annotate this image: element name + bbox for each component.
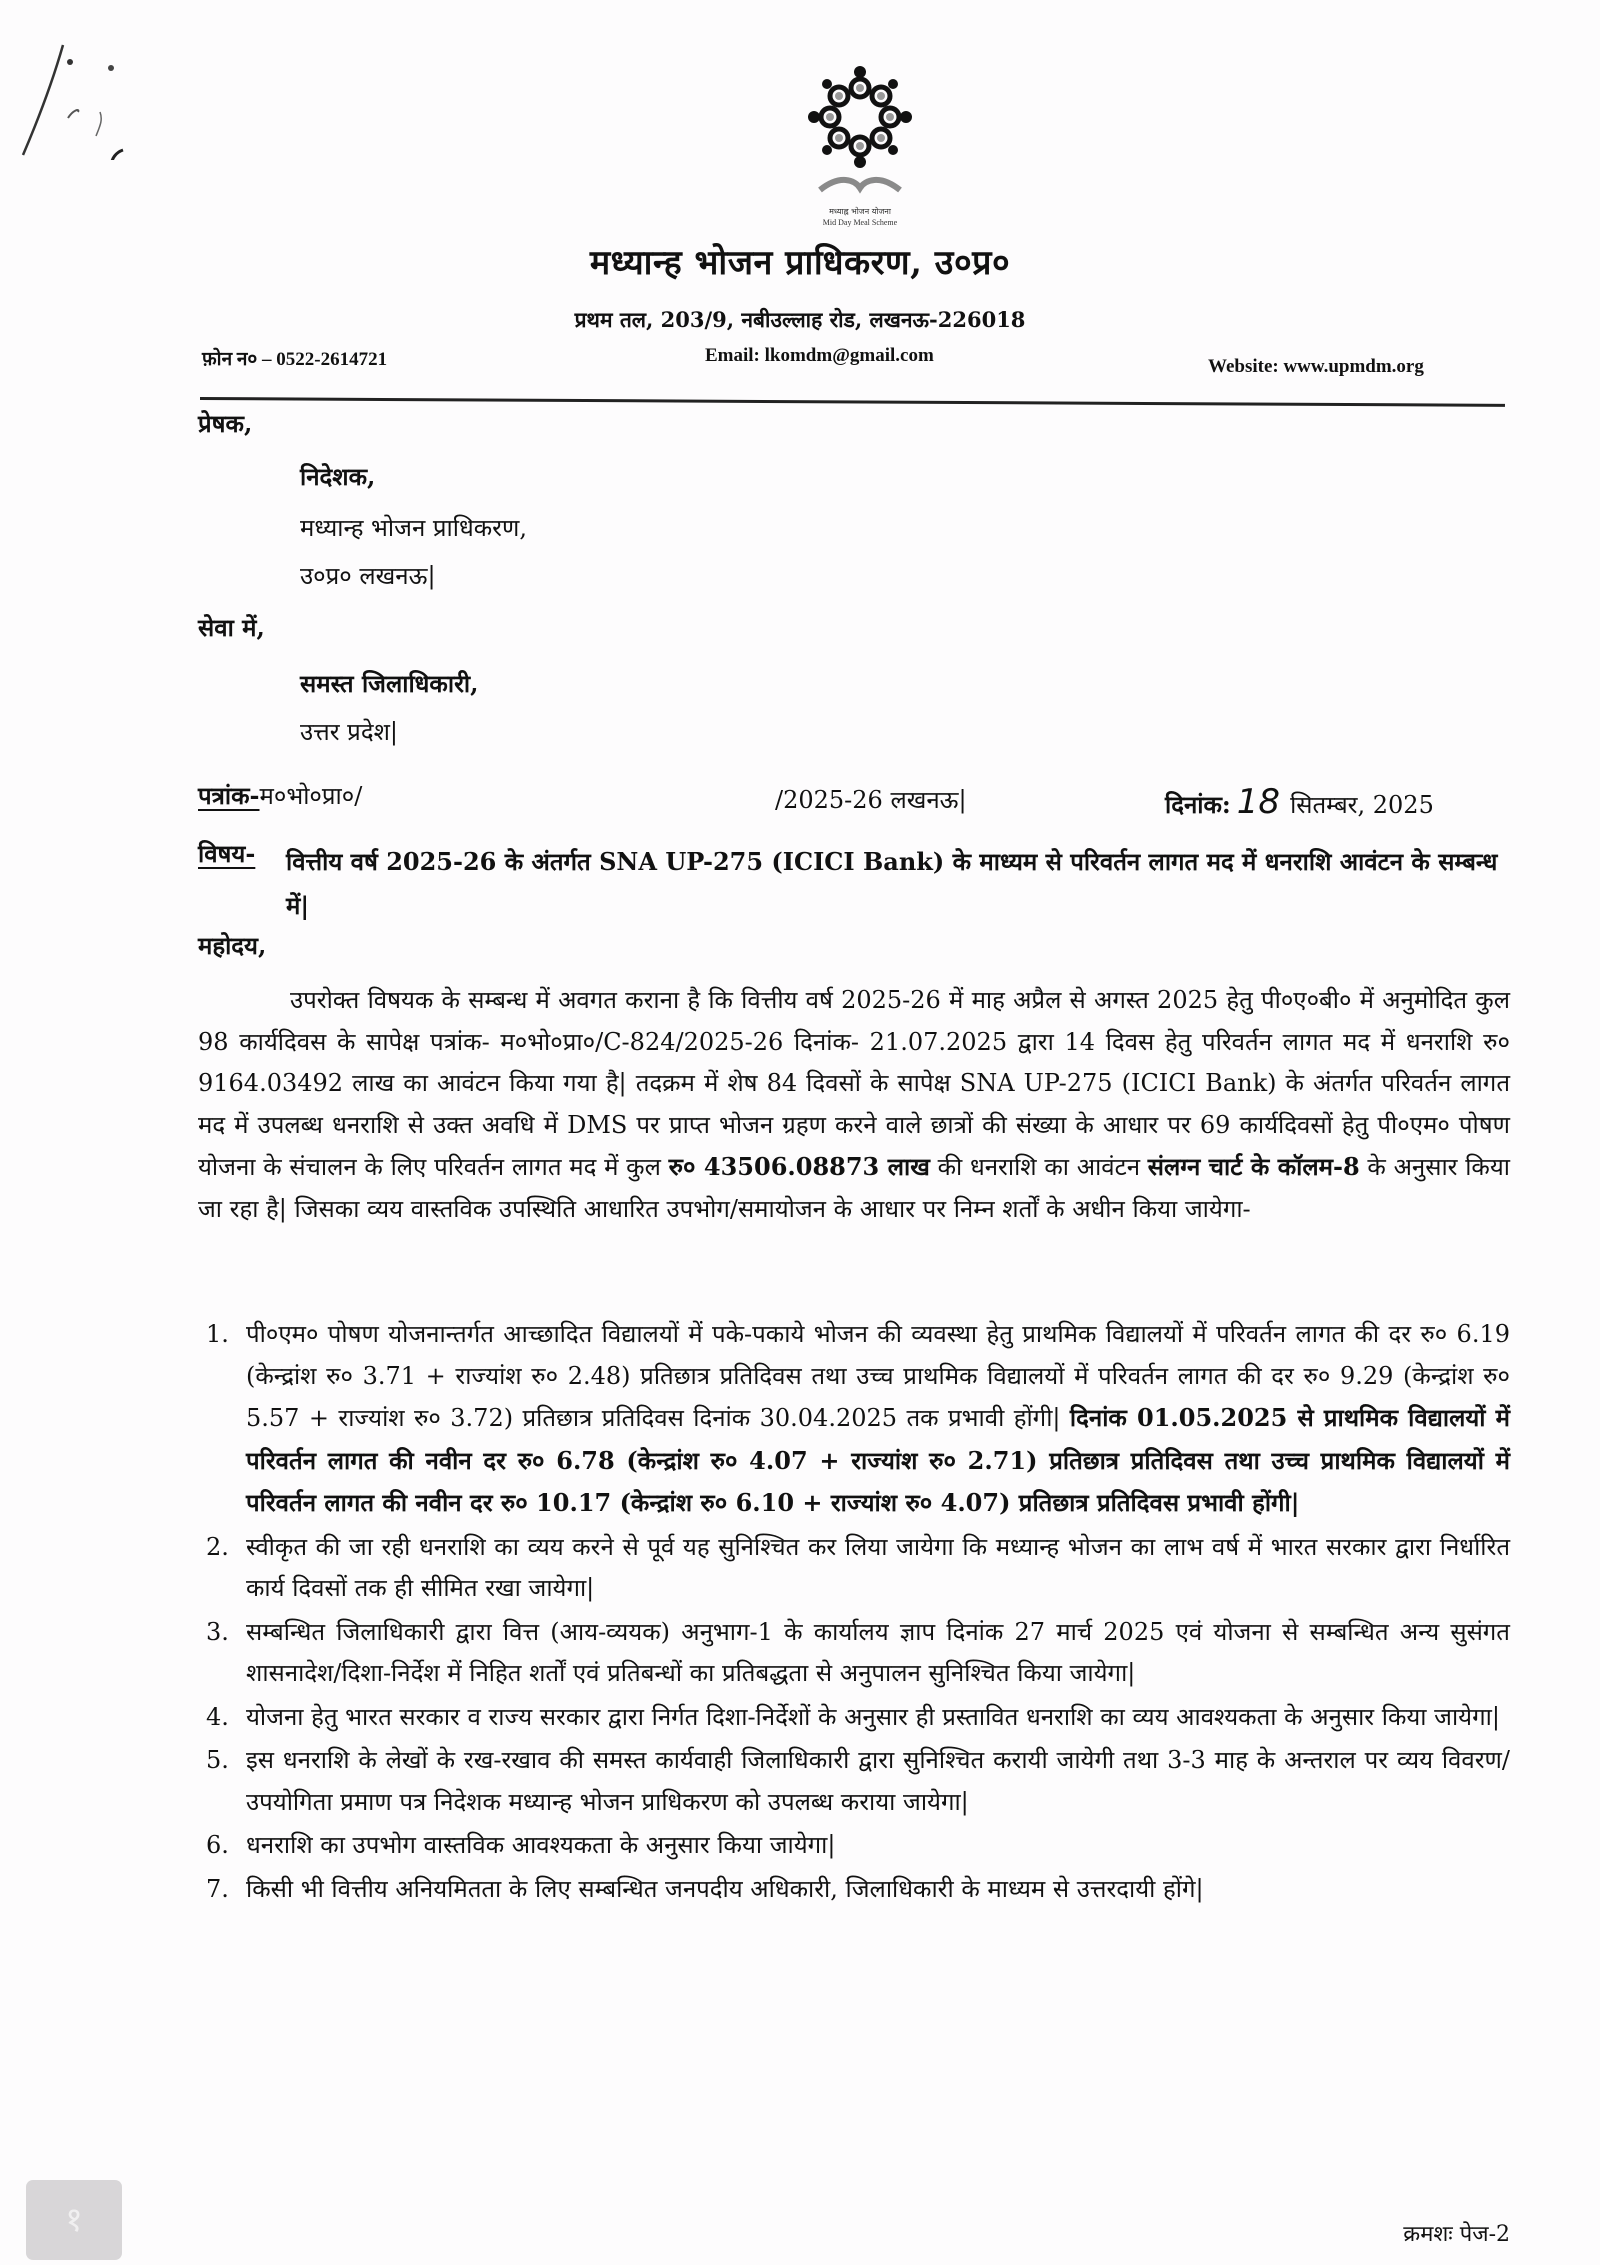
condition-item [198, 1697, 1510, 1739]
date-day-handwritten: 18 [1236, 782, 1281, 822]
condition-item [198, 1612, 1510, 1695]
chart-column-reference: संलग्न चार्ट के कॉलम-8 [1147, 1152, 1360, 1181]
body-text-part2: की धनराशि का आवंटन [929, 1153, 1148, 1181]
condition-item [198, 1527, 1510, 1610]
recipient-state: उत्तर प्रदेश| [300, 718, 398, 746]
letter-reference [198, 782, 362, 811]
salutation: महोदय, [198, 931, 267, 960]
conditions-list [198, 1314, 1510, 1912]
condition-item [198, 1825, 1510, 1867]
condition-text: किसी भी वित्तीय अनियमितता के लिए सम्बन्धित जनपदीय अधिकारी, जिलाधिकारी के माध्यम से उत्तरदायी होंगे| [246, 1874, 1204, 1903]
body-text-part3: के अनुसार किया जा रहा है| जिसका व्यय वास्तविक उपस्थिति आधारित उपभोग/समायोजन के आधार पर निम्न शर्तों के अधीन किया जायेगा- [198, 1153, 1510, 1223]
condition-number: 2. [206, 1532, 229, 1561]
condition-number: 6. [206, 1831, 229, 1859]
reference-prefix: म०भो०प्रा०/ [259, 782, 363, 810]
condition-text: सम्बन्धित जिलाधिकारी द्वारा वित्त (आय-व्ययक) अनुभाग-1 के कार्यालय ज्ञाप दिनांक 27 मार्च 2025 एवं योजना से सम्बन्धित अन्य सुसंगत शासनादेश/दिशा-निर्देश में निहित शर्तों एवं प्रतिबन्धों का प्रतिबद्धता से अनुपालन सुनिश्चित किया जायेगा| [246, 1617, 1510, 1687]
reference-label: पत्रांक- [198, 781, 260, 810]
condition-item [198, 1869, 1510, 1911]
letterhead-divider [200, 397, 1505, 407]
condition-number: 1. [206, 1320, 229, 1348]
body-text-part1: उपरोक्त विषयक के सम्बन्ध में अवगत कराना है कि वित्तीय वर्ष 2025-26 में माह अप्रैल से अगस्त 2025 हेतु पी०ए०बी० में अनुमोदित कुल 98 कार्यदिवस के सापेक्ष पत्रांक- म०भो०प्रा०/C-824/2025-26 दिनांक- 21.07.2025 द्वारा 14 दिवस हेतु परिवर्तन लागत मद में धनराशि रु० 9164.03492 लाख का आवंटन किया गया है| तदक्रम में शेष 84 दिवसों के सापेक्ष SNA UP-275 (ICICI Bank) के अंतर्गत परिवर्तन लागत मद में उपलब्ध धनराशि से उक्त अवधि में DMS पर प्राप्त भोजन ग्रहण करने वाले छात्रों की संख्या के आधार पर 69 कार्यदिवसों हेतु पी०एम० पोषण योजना के संचालन के लिए परिवर्तन लागत मद में कुल [198, 986, 1510, 1181]
logo-caption-english: Mid Day Meal Scheme [822, 218, 898, 227]
sender-city: उ०प्र० लखनऊ| [300, 562, 436, 590]
date-label: दिनांक: [1165, 790, 1231, 819]
recipient-label: सेवा में, [198, 613, 265, 642]
condition-item [198, 1740, 1510, 1823]
condition-text: इस धनराशि के लेखों के रख-रखाव की समस्त कार्यवाही जिलाधिकारी द्वारा सुनिश्चित करायी जायेगी तथा 3-3 माह के अन्तराल पर व्यय विवरण/उपयोगिता प्रमाण पत्र निदेशक मध्यान्ह भोजन प्राधिकरण को उपलब्ध कराया जायेगा| [246, 1746, 1510, 1816]
condition-item [198, 1314, 1510, 1525]
sender-designation: निदेशक, [300, 462, 376, 491]
condition-text: धनराशि का उपभोग वास्तविक आवश्यकता के अनुसार किया जायेगा| [246, 1831, 836, 1859]
organization-address: प्रथम तल, 203/9, नबीउल्लाह रोड, लखनऊ-226018 [574, 307, 1026, 332]
sender-label: प्रेषक, [198, 409, 253, 438]
condition-text: योजना हेतु भारत सरकार व राज्य सरकार द्वारा निर्गत दिशा-निर्देशों के अनुसार ही प्रस्तावित धनराशि का व्यय आवश्यकता के अनुसार किया जायेगा| [246, 1702, 1500, 1731]
reference-suffix: /2025-26 लखनऊ| [775, 786, 967, 814]
continued-to-page-2: क्रमशः पेज-2 [1403, 2222, 1510, 2247]
date-month-year: सितम्बर, 2025 [1290, 791, 1434, 819]
handwritten-initials [8, 40, 128, 160]
allocated-amount: रु० 43506.08873 लाख [668, 1152, 930, 1181]
sender-office: मध्यान्ह भोजन प्राधिकरण, [300, 514, 527, 542]
condition-number: 4. [206, 1702, 229, 1731]
organization-title: मध्यान्ह भोजन प्राधिकरण, उ०प्र० [589, 243, 1011, 283]
subject [198, 840, 1508, 928]
email-address: Email: lkomdm@gmail.com [705, 345, 934, 366]
phone-number: फ़ोन न० – 0522-2614721 [202, 349, 388, 370]
page-number-badge[interactable]: १ [26, 2180, 122, 2260]
subject-label: विषय- [198, 839, 256, 868]
recipient-designation: समस्त जिलाधिकारी, [300, 669, 479, 698]
website-url: Website: www.upmdm.org [1208, 356, 1424, 377]
condition-number: 3. [206, 1617, 229, 1646]
condition-number: 7. [206, 1874, 229, 1903]
condition-bold-text: दिनांक 01.05.2025 से प्राथमिक विद्यालयों में परिवर्तन लागत की नवीन दर रु० 6.78 (केन्द्रांश रु० 4.07 + राज्यांश रु० 2.71) प्रतिछात्र प्रतिदिवस तथा उच्च प्राथमिक विद्यालयों में परिवर्तन लागत की नवीन दर रु० 10.17 (केन्द्रांश रु० 6.10 + राज्यांश रु० 4.07) प्रतिछात्र प्रतिदिवस प्रभावी होंगी| [246, 1403, 1510, 1517]
subject-text: वित्तीय वर्ष 2025-26 के अंतर्गत SNA UP-275 (ICICI Bank) के माध्यम से परिवर्तन लागत मद में धनराशि आवंटन के सम्बन्ध में| [286, 847, 1498, 920]
condition-text: पी०एम० पोषण योजनान्तर्गत आच्छादित विद्यालयों में पके-पकाये भोजन की व्यवस्था हेतु प्राथमिक विद्यालयों में परिवर्तन लागत की दर रु० 6.19 (केन्द्रांश रु० 3.71 + राज्यांश रु० 2.48) प्रतिछात्र प्रतिदिवस तथा उच्च प्राथमिक विद्यालयों में परिवर्तन लागत की दर रु० 9.29 (केन्द्रांश रु० 5.57 + राज्यांश रु० 3.72) प्रतिछात्र प्रतिदिवस दिनांक 30.04.2025 तक प्रभावी होंगी| [246, 1320, 1510, 1432]
mid-day-meal-logo-icon [800, 62, 920, 202]
letter-date [1165, 782, 1434, 823]
logo-caption-hindi: मध्याह्न भोजन योजना [829, 207, 891, 216]
body-paragraph [198, 980, 1510, 1230]
condition-number: 5. [206, 1746, 229, 1774]
condition-text: स्वीकृत की जा रही धनराशि का व्यय करने से पूर्व यह सुनिश्चित कर लिया जायेगा कि मध्यान्ह भोजन का लाभ वर्ष में भारत सरकार द्वारा निर्धारित कार्य दिवसों तक ही सीमित रखा जायेगा| [246, 1532, 1510, 1602]
